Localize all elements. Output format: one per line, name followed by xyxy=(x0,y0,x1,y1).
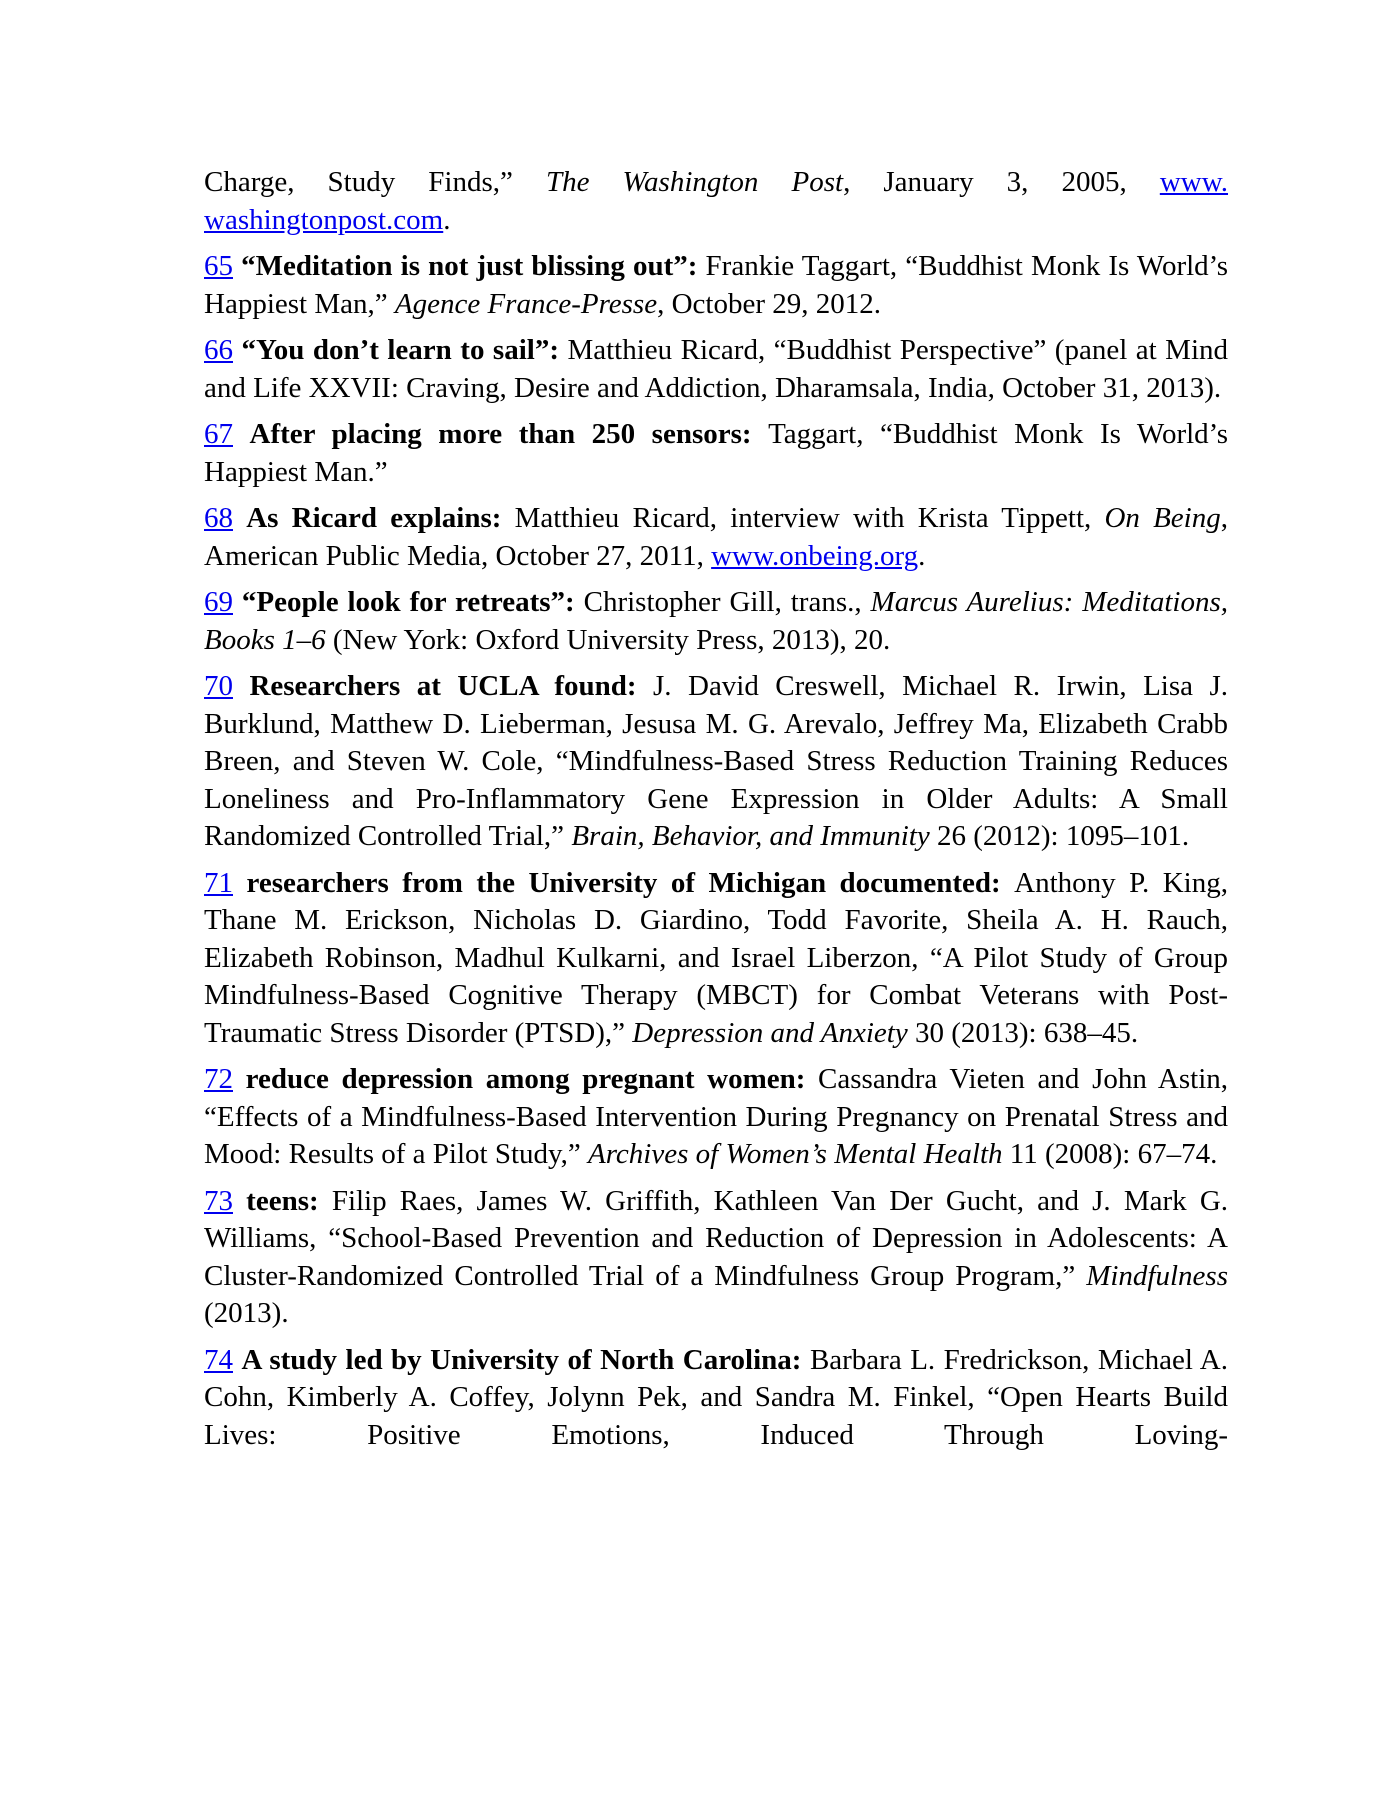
citation-text: Charge, Study Finds,” xyxy=(204,166,546,198)
citation-text: Archives of Women’s Mental Health xyxy=(588,1138,1003,1170)
washingtonpost-link[interactable]: www.​washingtonpost.com xyxy=(204,166,1229,236)
onbeing-link[interactable]: www.onbeing.org xyxy=(711,539,919,572)
citation-text: Agence France-Presse xyxy=(394,287,658,320)
note-65-number-link[interactable]: 65 xyxy=(204,250,233,282)
citation-text: Barbara L. Fredrickson, Michael A. Cohn, Kimberly A. Coffey, Jolynn Pek, and Sandra M. Finkel, “Open Hearts Build Lives: Positive Emotions, Induced Through Loving- xyxy=(204,1343,1229,1451)
note-72 xyxy=(204,1061,1228,1174)
citation-text xyxy=(233,1063,246,1095)
citation-text xyxy=(233,1344,242,1376)
citation-text: Matthieu Ricard, “Buddhist Perspective” (panel at Mind and Life XXVII: Craving, Desire and Addiction, Dharamsala, India, October 31, 2013). xyxy=(204,334,1228,404)
note-74-number-link[interactable]: 74 xyxy=(204,1343,233,1376)
citation-text: 11 (2008): 67–74. xyxy=(1002,1138,1218,1170)
note-71-number-link[interactable]: 71 xyxy=(204,866,233,899)
note-70 xyxy=(204,668,1228,856)
note-68 xyxy=(204,500,1228,575)
citation-text xyxy=(233,502,246,534)
note-74 xyxy=(204,1342,1228,1455)
citation-text: , American Public Media, October 27, 2011, xyxy=(204,502,1228,572)
note-73 xyxy=(204,1183,1228,1333)
citation-text: Christopher Gill, trans., xyxy=(583,586,871,618)
citation-text: Researchers at UCLA found: xyxy=(249,670,654,702)
citation-text: , January 3, 2005, xyxy=(843,166,1160,198)
citation-text: (New York: Oxford University Press, 2013), 20. xyxy=(325,623,891,656)
citation-text: “Meditation is not just blissing out”: xyxy=(241,250,706,282)
citation-text: Matthieu Ricard, interview with Krista Tippett, xyxy=(514,502,1105,534)
note-71 xyxy=(204,865,1228,1053)
citation-text: “You don’t learn to sail”: xyxy=(241,334,568,366)
citation-text: , October 29, 2012. xyxy=(657,287,881,320)
citation-text: researchers from the University of Michigan documented: xyxy=(246,866,1015,899)
note-67 xyxy=(204,416,1228,491)
note-66 xyxy=(204,332,1228,407)
citation-text: Marcus Aurelius: Meditations, Books 1–6 xyxy=(204,586,1229,656)
citation-text xyxy=(233,250,241,282)
note-64-continuation xyxy=(204,164,1228,239)
citation-text: Anthony P. King, Thane M. Erickson, Nicholas D. Giardino, Todd Favorite, Sheila A. H. Rauch, Elizabeth Robinson, Madhul Kulkarni, and Israel Liberzon, “A Pilot Study of Group Mindfulness-Based Cognitive Therapy (MBCT) for Combat Veterans with Post-Traumatic Stress Disorder (PTSD),” xyxy=(204,866,1228,1049)
citation-text: Mindfulness xyxy=(1086,1259,1228,1292)
citation-text: 30 (2013): 638–45. xyxy=(907,1016,1139,1049)
citation-text xyxy=(233,1185,246,1217)
citation-text: 26 (2012): 1095–101. xyxy=(929,820,1190,852)
citation-text: teens: xyxy=(246,1184,332,1217)
note-66-number-link[interactable]: 66 xyxy=(204,334,233,366)
citation-text: (2013). xyxy=(204,1297,289,1329)
citation-text xyxy=(233,586,242,618)
citation-text xyxy=(233,418,250,450)
citation-text: After placing more than 250 sensors: xyxy=(249,418,769,450)
citation-text: Cassandra Vieten and John Astin, “Effects of a Mindfulness-Based Intervention During Pregnancy on Prenatal Stress and Mood: Results of a Pilot Study,” xyxy=(204,1063,1228,1170)
citation-text: A study led by University of North Carolina: xyxy=(241,1343,810,1376)
citation-text: . xyxy=(918,539,926,572)
citation-text: J. David Creswell, Michael R. Irwin, Lisa J. Burklund, Matthew D. Lieberman, Jesusa M. G. Arevalo, Jeffrey Ma, Elizabeth Crabb Breen, and Steven W. Cole, “Mindfulness-Based Stress Reduction Training Reduces Loneliness and Pro-Inflammatory Gene Expression in Older Adults: A Small Randomized Controlled Trial,” xyxy=(204,670,1229,852)
citation-text: The Washington Post xyxy=(545,166,844,198)
endnotes-list xyxy=(204,164,1228,1454)
citation-text: . xyxy=(443,203,451,236)
note-72-number-link[interactable]: 72 xyxy=(204,1063,233,1095)
citation-text: On Being xyxy=(1104,502,1221,534)
citation-text xyxy=(233,867,246,899)
note-68-number-link[interactable]: 68 xyxy=(204,502,233,534)
citation-text: reduce depression among pregnant women: xyxy=(245,1063,819,1095)
note-69 xyxy=(204,584,1228,659)
citation-text: Filip Raes, James W. Griffith, Kathleen Van Der Gucht, and J. Mark G. Williams, “School-Based Prevention and Reduction of Depression in Adolescents: A Cluster-Randomized Controlled Trial of a Mindfulness Group Program,” xyxy=(204,1184,1229,1292)
citation-text: Frankie Taggart, “Buddhist Monk Is World’s Happiest Man,” xyxy=(204,250,1229,320)
note-67-number-link[interactable]: 67 xyxy=(204,418,233,450)
note-65 xyxy=(204,248,1228,323)
citation-text: “People look for retreats”: xyxy=(241,586,584,618)
citation-text xyxy=(233,670,249,702)
note-73-number-link[interactable]: 73 xyxy=(204,1184,233,1217)
citation-text: Depression and Anxiety xyxy=(632,1016,908,1049)
citation-text: Taggart, “Buddhist Monk Is World’s Happiest Man.” xyxy=(204,418,1228,488)
note-69-number-link[interactable]: 69 xyxy=(204,586,233,618)
citation-text: As Ricard explains: xyxy=(246,502,515,534)
note-70-number-link[interactable]: 70 xyxy=(204,670,233,702)
citation-text: Brain, Behavior, and Immunity xyxy=(571,820,930,852)
